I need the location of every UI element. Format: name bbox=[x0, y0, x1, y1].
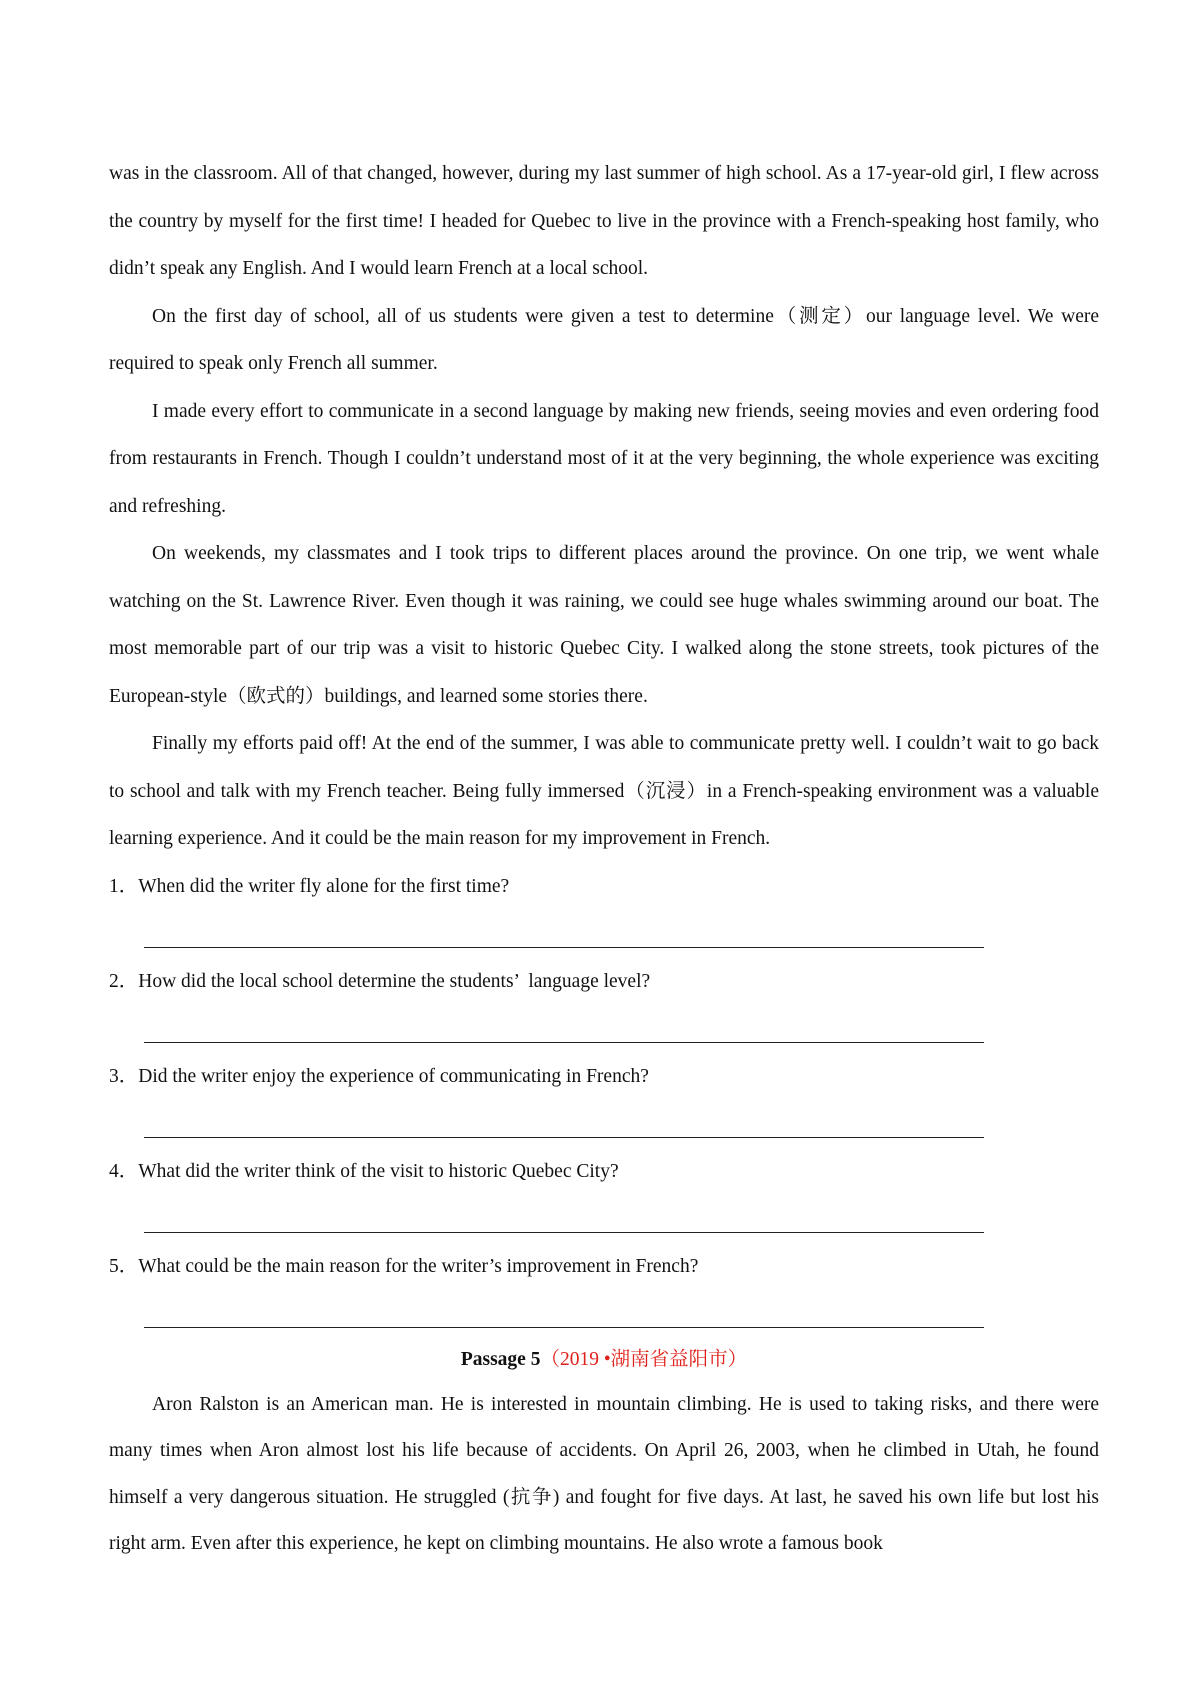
passage4-paragraph-1: was in the classroom. All of that changed, however, during my last summer of high school. As a 17-year-old girl, I flew across the country by myself for the first time! I headed for Quebec to live in the province with a French-speaking host family, who didn’t speak any English. And I would learn French at a local school. bbox=[109, 163, 1099, 279]
question-1 bbox=[109, 863, 1099, 910]
question-text: How did the local school determine the students’ language level? bbox=[138, 970, 651, 992]
question-3 bbox=[109, 1053, 1099, 1100]
question-text: Did the writer enjoy the experience of communicating in French? bbox=[138, 1065, 649, 1087]
question-number: 4． bbox=[109, 1160, 139, 1182]
question-number: 2． bbox=[109, 970, 139, 992]
passage5-title: Passage 5 bbox=[460, 1348, 541, 1370]
answer-line-2[interactable] bbox=[144, 1005, 984, 1043]
question-number: 3． bbox=[109, 1065, 139, 1087]
question-list bbox=[109, 863, 1099, 1338]
answer-line-4[interactable] bbox=[144, 1195, 984, 1233]
question-text: When did the writer fly alone for the first time? bbox=[138, 875, 510, 897]
question-number: 1． bbox=[109, 875, 139, 897]
question-number: 5． bbox=[109, 1255, 139, 1277]
document-page bbox=[109, 150, 1099, 1568]
answer-line-5[interactable] bbox=[144, 1290, 984, 1328]
passage5-source: （2019 •湖南省益阳市） bbox=[540, 1348, 748, 1370]
passage4-paragraph-2: On the first day of school, all of us students were given a test to determine（测定）our language level. We were required to speak only French all summer. bbox=[109, 305, 1099, 374]
passage4-paragraph-4: On weekends, my classmates and I took trips to different places around the province. On one trip, we went whale watching on the St. Lawrence River. Even though it was raining, we could see huge whales swimming around our boat. The most memorable part of our trip was a visit to historic Quebec City. I walked along the stone streets, took pictures of the European-style（欧式的）buildings, and learned some stories there. bbox=[109, 543, 1099, 707]
question-text: What could be the main reason for the writer’s improvement in French? bbox=[138, 1255, 699, 1277]
question-5 bbox=[109, 1243, 1099, 1290]
question-2 bbox=[109, 958, 1099, 1005]
passage5-heading bbox=[109, 1338, 1099, 1382]
question-text: What did the writer think of the visit to historic Quebec City? bbox=[138, 1160, 619, 1182]
answer-line-3[interactable] bbox=[144, 1100, 984, 1138]
answer-line-1[interactable] bbox=[144, 910, 984, 948]
question-4 bbox=[109, 1148, 1099, 1195]
passage4-paragraph-3: I made every effort to communicate in a second language by making new friends, seeing movies and even ordering food from restaurants in French. Though I couldn’t understand most of it at the very beginning, the whole experience was exciting and refreshing. bbox=[109, 400, 1099, 517]
passage4-paragraph-5: Finally my efforts paid off! At the end of the summer, I was able to communicate pretty well. I couldn’t wait to go back to school and talk with my French teacher. Being fully immersed（沉浸）in a French-speaking environment was a valuable learning experience. And it could be the main reason for my improvement in French. bbox=[109, 733, 1099, 849]
passage5-paragraph-1: Aron Ralston is an American man. He is interested in mountain climbing. He is used to taking risks, and there were many times when Aron almost lost his life because of accidents. On April 26, 2003, when he climbed in Utah, he found himself a very dangerous situation. He struggled (抗争) and fought for five days. At last, he saved his own life but lost his right arm. Even after this experience, he kept on climbing mountains. He also wrote a famous book bbox=[109, 1393, 1099, 1554]
